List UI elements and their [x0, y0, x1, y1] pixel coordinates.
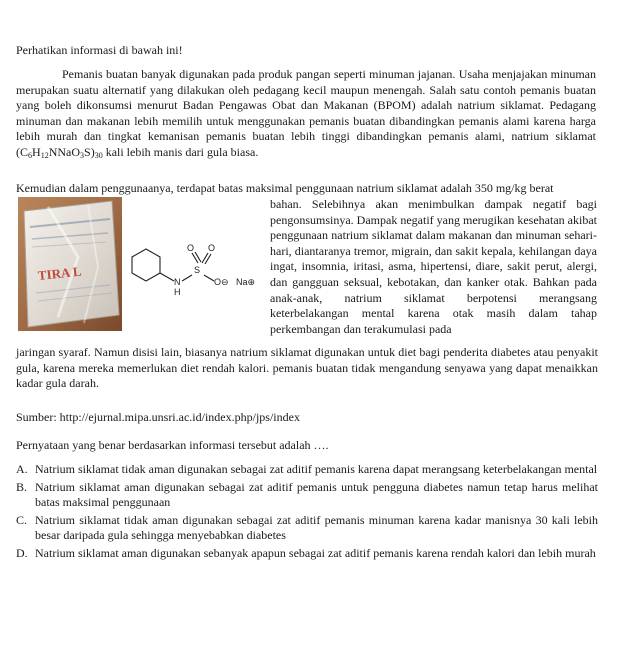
para1-text: Pemanis buatan banyak digunakan pada produk pangan seperti minuman jajanan. Usaha menjajakan minuman merupakan suatu alternatif yang dilakukan oleh pedagang kecil maupun menengah. Salah satu contoh pemanis buatan yang boleh dikonsumsi menurut Badan Pengawas Obat dan Makanan (BPOM) adalah natrium siklamat. Pedagang minuman dan makanan lebih memilih untuk menggunakan pemanis buatan dibandingkan pemanis alami karena harga lebih murah dan tingkat kemanisan pemanis buatan lebih tinggi dibandingkan pemanis alami, natrium siklamat (	[16, 67, 596, 159]
option-text: Natrium siklamat aman digunakan sebagai zat aditif pemanis untuk pengguna diabetes namun tetap harus melihat batas maksimal penggunaan	[35, 479, 598, 510]
atom-n: N	[174, 277, 181, 287]
paragraph-max-usage-line: Kemudian dalam penggunaanya, terdapat batas maksimal penggunaan natrium siklamat adalah 350 mg/kg berat	[16, 181, 554, 195]
option-d[interactable]	[16, 546, 598, 562]
sodium-cyclamate-formula: $C_6H_{12}NNaO_3S)_{30}$	[20, 144, 103, 160]
option-letter: D.	[16, 545, 28, 560]
para1-text-end: kali lebih manis dari gula biasa.	[102, 144, 259, 159]
option-letter: C.	[16, 512, 28, 527]
sodium-cyclamate-structure	[126, 235, 266, 299]
atom-o-left: O	[187, 243, 195, 253]
atom-o-minus: O⊖	[214, 277, 229, 287]
paragraph-artificial-sweetener	[16, 67, 596, 161]
option-text: Natrium siklamat tidak aman digunakan sebagai zat aditif pemanis minuman karena kadar manisnya 30 kali lebih besar daripada gula sehingga menyebabkan diabetes	[35, 512, 598, 543]
paragraph-negative-effects: bahan. Selebihnya akan menimbulkan dampak negatif bagi pengonsumsinya. Dampak negatif yang merugikan kesehatan akibat penggunaan natrium siklamat dalam makanan dan minuman sehari-hari, diantaranya tremor, migrain, dan sakit kepala, kehilangan daya ingat, insomnia, iritasi, asma, hipertensi, diare, sakit perut, alergi, dan gangguan seksual, kebotakan, dan kanker otak. Bahkan pada anak-anak, natrium siklamat berpotensi merangsang keterbelakangan mental karena otak masih dalam tahap perkembangan dan terakumulasi pada	[270, 197, 597, 336]
option-b[interactable]	[16, 480, 598, 511]
atom-h: H	[174, 287, 181, 297]
option-letter: A.	[16, 462, 28, 476]
option-text: Natrium siklamat tidak aman digunakan sebagai zat aditif pemanis karena dapat merangsang keterbelakangan mental	[35, 462, 598, 476]
atom-o-right: O	[208, 243, 216, 253]
sodium-ion: Na⊕	[236, 277, 256, 287]
sweetener-packet-photo	[18, 197, 122, 331]
atom-s: S	[194, 265, 201, 275]
paragraph-diabetes-usage: jaringan syaraf. Namun disisi lain, biasanya natrium siklamat digunakan untuk diet bagi penderita diabetes atau penyakit gula, karena mereka memerlukan diet rendah kalori. pemanis buatan tidak mengandung senyawa yang dapat menaikkan kadar gula darah.	[16, 345, 598, 391]
option-a[interactable]	[16, 462, 598, 478]
option-letter: B.	[16, 479, 28, 494]
option-text: Natrium siklamat aman digunakan sebanyak apapun sebagai zat aditif pemanis karena rendah kalori dan lebih murah	[35, 545, 596, 560]
intro-instruction: Perhatikan informasi di bawah ini!	[16, 43, 183, 57]
question-stem: Pernyataan yang benar berdasarkan informasi tersebut adalah ….	[16, 438, 329, 452]
option-c[interactable]	[16, 513, 598, 544]
source-citation: Sumber: http://ejurnal.mipa.unsri.ac.id/index.php/jps/index	[16, 410, 300, 424]
answer-options	[16, 462, 598, 564]
packet-label: TIRA L	[37, 263, 83, 284]
